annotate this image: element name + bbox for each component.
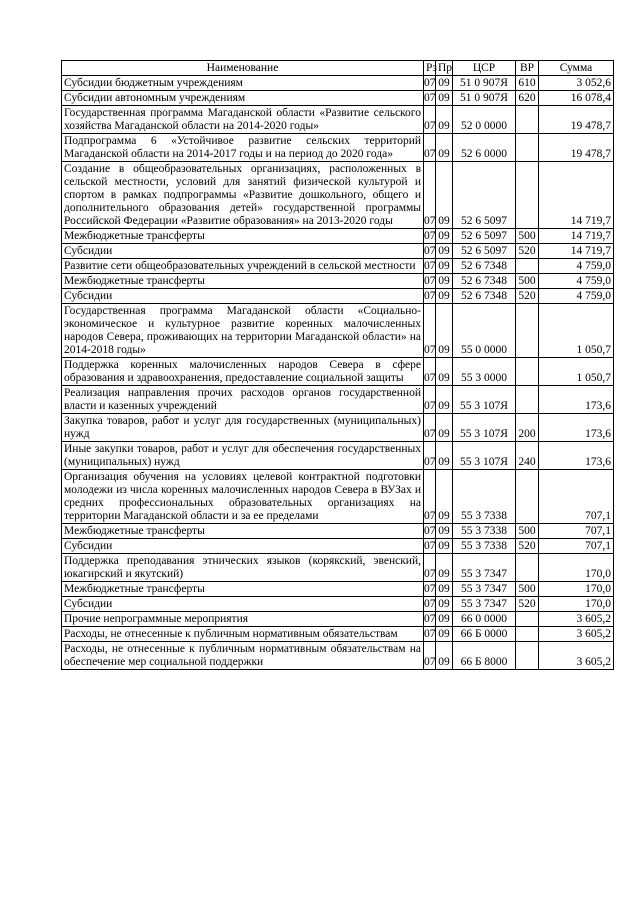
table-row: [62, 470, 614, 524]
table-row: [62, 612, 614, 627]
cell-sum: 3 605,2: [539, 642, 614, 670]
table-row: [62, 289, 614, 304]
cell-sum: 1 050,7: [539, 358, 614, 386]
cell-csr: 66 0 0000: [453, 612, 516, 627]
table-row: [62, 162, 614, 229]
cell-sum: 170,0: [539, 554, 614, 582]
cell-rz: 07: [424, 540, 436, 552]
table-row: [62, 642, 614, 670]
table-row: [62, 442, 614, 470]
cell-sum: 170,0: [539, 597, 614, 612]
cell-vr: 520: [516, 539, 539, 554]
cell-rz: 07: [424, 230, 436, 242]
cell-vr: 610: [516, 76, 539, 91]
cell-name: Подпрограмма 6 «Устойчивое развитие сельских территорий Магаданской области на 2014-2017 годы и на период до 2020 года»: [62, 134, 424, 162]
cell-sum: 19 478,7: [539, 106, 614, 134]
cell-sum: 4 759,0: [539, 274, 614, 289]
table-row: [62, 554, 614, 582]
cell-pr: 09: [436, 134, 453, 162]
cell-csr: 52 6 5097: [453, 162, 516, 229]
cell-rz: 07: [424, 92, 436, 104]
cell-pr: 09: [436, 386, 453, 414]
cell-rz: 07: [424, 642, 436, 670]
cell-vr: [516, 259, 539, 274]
table-row: [62, 106, 614, 134]
cell-vr: [516, 304, 539, 358]
cell-sum: 707,1: [539, 470, 614, 524]
cell-pr: 09: [436, 554, 453, 582]
cell-pr: 09: [436, 91, 453, 106]
cell-rz: 07: [424, 106, 436, 134]
cell-csr: 55 3 107Я: [453, 414, 516, 442]
cell-name: Иные закупки товаров, работ и услуг для обеспечения государственных (муниципальных) нужд: [62, 442, 424, 470]
cell-name: Субсидии бюджетным учреждениям: [62, 76, 424, 91]
cell-csr: 51 0 907Я: [453, 76, 516, 91]
table-row: [62, 274, 614, 289]
cell-csr: 66 Б 8000: [453, 642, 516, 670]
cell-rz: 07: [424, 304, 436, 358]
cell-sum: 14 719,7: [539, 244, 614, 259]
cell-vr: [516, 134, 539, 162]
cell-sum: 173,6: [539, 442, 614, 470]
cell-rz: 07: [424, 525, 436, 537]
cell-vr: 240: [516, 442, 539, 470]
cell-name: Реализация направления прочих расходов органов государственной власти и казенных учреждений: [62, 386, 424, 414]
cell-sum: 4 759,0: [539, 289, 614, 304]
cell-csr: 55 0 0000: [453, 304, 516, 358]
cell-pr: 09: [436, 106, 453, 134]
cell-pr: 09: [436, 259, 453, 274]
cell-csr: 55 3 7338: [453, 524, 516, 539]
table-row: [62, 229, 614, 244]
cell-sum: 707,1: [539, 539, 614, 554]
table-row: [62, 358, 614, 386]
cell-pr: 09: [436, 414, 453, 442]
cell-rz: 07: [424, 290, 436, 302]
table-row: [62, 582, 614, 597]
cell-name: Организация обучения на условиях целевой контрактной подготовки молодежи из числа коренных малочисленных народов Севера в ВУЗах и средних профессиональных образовательных организациях на территории Магаданской области и за ее пределами: [62, 470, 424, 524]
cell-rz: 07: [424, 583, 436, 595]
cell-name: Субсидии: [62, 539, 424, 554]
cell-pr: 09: [436, 597, 453, 612]
cell-vr: 500: [516, 229, 539, 244]
cell-name: Расходы, не отнесенные к публичным нормативным обязательствам: [62, 627, 424, 642]
cell-pr: 09: [436, 627, 453, 642]
cell-csr: 55 3 0000: [453, 358, 516, 386]
cell-name: Субсидии: [62, 597, 424, 612]
header-vr: ВР: [516, 61, 539, 76]
budget-table: [61, 60, 614, 670]
cell-pr: 09: [436, 524, 453, 539]
cell-pr: 09: [436, 244, 453, 259]
table-row: [62, 134, 614, 162]
cell-vr: [516, 162, 539, 229]
cell-pr: 09: [436, 289, 453, 304]
cell-sum: 1 050,7: [539, 304, 614, 358]
cell-csr: 52 6 7348: [453, 289, 516, 304]
table-row: [62, 91, 614, 106]
cell-rz: 07: [424, 260, 436, 272]
cell-vr: 520: [516, 289, 539, 304]
cell-sum: 170,0: [539, 582, 614, 597]
cell-csr: 55 3 7338: [453, 539, 516, 554]
document-page: [61, 60, 613, 670]
cell-rz: 07: [424, 162, 436, 229]
cell-pr: 09: [436, 76, 453, 91]
table-header-row: [62, 61, 614, 76]
cell-sum: 3 605,2: [539, 627, 614, 642]
cell-vr: [516, 386, 539, 414]
cell-rz: 07: [424, 358, 436, 386]
table-row: [62, 386, 614, 414]
cell-sum: 14 719,7: [539, 162, 614, 229]
cell-vr: [516, 358, 539, 386]
cell-name: Государственная программа Магаданской области «Социально-экономическое и культурное развитие коренных малочисленных народов Севера, проживающих на территории Магаданской области» на 2014-2018 годы»: [62, 304, 424, 358]
cell-csr: 55 3 7347: [453, 582, 516, 597]
cell-rz: 07: [424, 598, 436, 610]
cell-vr: [516, 612, 539, 627]
cell-name: Поддержка преподавания этнических языков (корякский, эвенский, юкагирский и якутский): [62, 554, 424, 582]
cell-name: Межбюджетные трансферты: [62, 524, 424, 539]
table-row: [62, 539, 614, 554]
cell-sum: 707,1: [539, 524, 614, 539]
cell-name: Поддержка коренных малочисленных народов Севера в сфере образования и здравоохранения, предоставление социальной защиты: [62, 358, 424, 386]
cell-vr: 500: [516, 582, 539, 597]
cell-vr: 620: [516, 91, 539, 106]
cell-sum: 19 478,7: [539, 134, 614, 162]
cell-rz: 07: [424, 628, 436, 640]
table-body: [62, 76, 614, 670]
cell-rz: 07: [424, 470, 436, 524]
cell-vr: [516, 642, 539, 670]
cell-rz: 07: [424, 245, 436, 257]
header-sum: Сумма: [539, 61, 614, 76]
table-row: [62, 244, 614, 259]
cell-vr: 500: [516, 274, 539, 289]
cell-vr: [516, 106, 539, 134]
cell-csr: 52 6 5097: [453, 229, 516, 244]
cell-sum: 173,6: [539, 386, 614, 414]
cell-rz: 07: [424, 386, 436, 414]
cell-name: Субсидии: [62, 289, 424, 304]
cell-pr: 09: [436, 229, 453, 244]
cell-csr: 55 3 107Я: [453, 442, 516, 470]
cell-pr: 09: [436, 470, 453, 524]
cell-pr: 09: [436, 358, 453, 386]
cell-pr: 09: [436, 612, 453, 627]
cell-csr: 52 0 0000: [453, 106, 516, 134]
cell-csr: 52 6 5097: [453, 244, 516, 259]
cell-name: Межбюджетные трансферты: [62, 582, 424, 597]
cell-pr: 09: [436, 642, 453, 670]
header-rz: Рз: [424, 61, 436, 76]
cell-sum: 3 605,2: [539, 612, 614, 627]
cell-csr: 52 6 7348: [453, 274, 516, 289]
cell-vr: [516, 554, 539, 582]
cell-name: Закупка товаров, работ и услуг для государственных (муниципальных) нужд: [62, 414, 424, 442]
cell-rz: 07: [424, 414, 436, 442]
cell-csr: 55 3 107Я: [453, 386, 516, 414]
cell-rz: 07: [424, 77, 436, 89]
cell-rz: 07: [424, 134, 436, 162]
header-csr: ЦСР: [453, 61, 516, 76]
cell-vr: 200: [516, 414, 539, 442]
cell-vr: 500: [516, 524, 539, 539]
table-row: [62, 259, 614, 274]
cell-csr: 51 0 907Я: [453, 91, 516, 106]
cell-rz: 07: [424, 554, 436, 582]
cell-pr: 09: [436, 274, 453, 289]
cell-pr: 09: [436, 304, 453, 358]
table-row: [62, 597, 614, 612]
cell-pr: 09: [436, 162, 453, 229]
cell-name: Развитие сети общеобразовательных учреждений в сельской местности: [62, 259, 424, 274]
cell-sum: 14 719,7: [539, 229, 614, 244]
cell-rz: 07: [424, 275, 436, 287]
cell-name: Межбюджетные трансферты: [62, 274, 424, 289]
cell-csr: 55 3 7347: [453, 554, 516, 582]
cell-pr: 09: [436, 539, 453, 554]
cell-sum: 4 759,0: [539, 259, 614, 274]
header-pr: Пр: [436, 61, 453, 76]
cell-csr: 52 6 7348: [453, 259, 516, 274]
cell-name: Межбюджетные трансферты: [62, 229, 424, 244]
table-row: [62, 414, 614, 442]
cell-rz: 07: [424, 613, 436, 625]
cell-name: Государственная программа Магаданской области «Развитие сельского хозяйства Магаданской области на 2014-2020 годы»: [62, 106, 424, 134]
header-name: Наименование: [62, 61, 424, 76]
cell-csr: 55 3 7347: [453, 597, 516, 612]
cell-name: Создание в общеобразовательных организациях, расположенных в сельской местности, условий для занятий физической культурой и спортом в рамках подпрограммы «Развитие дошкольного, общего и дополнительного образования детей» государственной программы Российской Федерации «Развитие образования» на 2013-2020 годы: [62, 162, 424, 229]
cell-name: Субсидии: [62, 244, 424, 259]
cell-pr: 09: [436, 582, 453, 597]
table-row: [62, 76, 614, 91]
table-row: [62, 304, 614, 358]
table-row: [62, 524, 614, 539]
cell-csr: 55 3 7338: [453, 470, 516, 524]
cell-sum: 16 078,4: [539, 91, 614, 106]
cell-csr: 52 6 0000: [453, 134, 516, 162]
cell-sum: 173,6: [539, 414, 614, 442]
cell-rz: 07: [424, 442, 436, 470]
table-row: [62, 627, 614, 642]
cell-name: Субсидии автономным учреждениям: [62, 91, 424, 106]
cell-vr: [516, 470, 539, 524]
cell-pr: 09: [436, 442, 453, 470]
cell-name: Расходы, не отнесенные к публичным нормативным обязательствам на обеспечение мер социальной поддержки: [62, 642, 424, 670]
cell-name: Прочие непрограммные мероприятия: [62, 612, 424, 627]
cell-vr: 520: [516, 244, 539, 259]
cell-vr: 520: [516, 597, 539, 612]
cell-csr: 66 Б 0000: [453, 627, 516, 642]
cell-vr: [516, 627, 539, 642]
cell-sum: 3 052,6: [539, 76, 614, 91]
